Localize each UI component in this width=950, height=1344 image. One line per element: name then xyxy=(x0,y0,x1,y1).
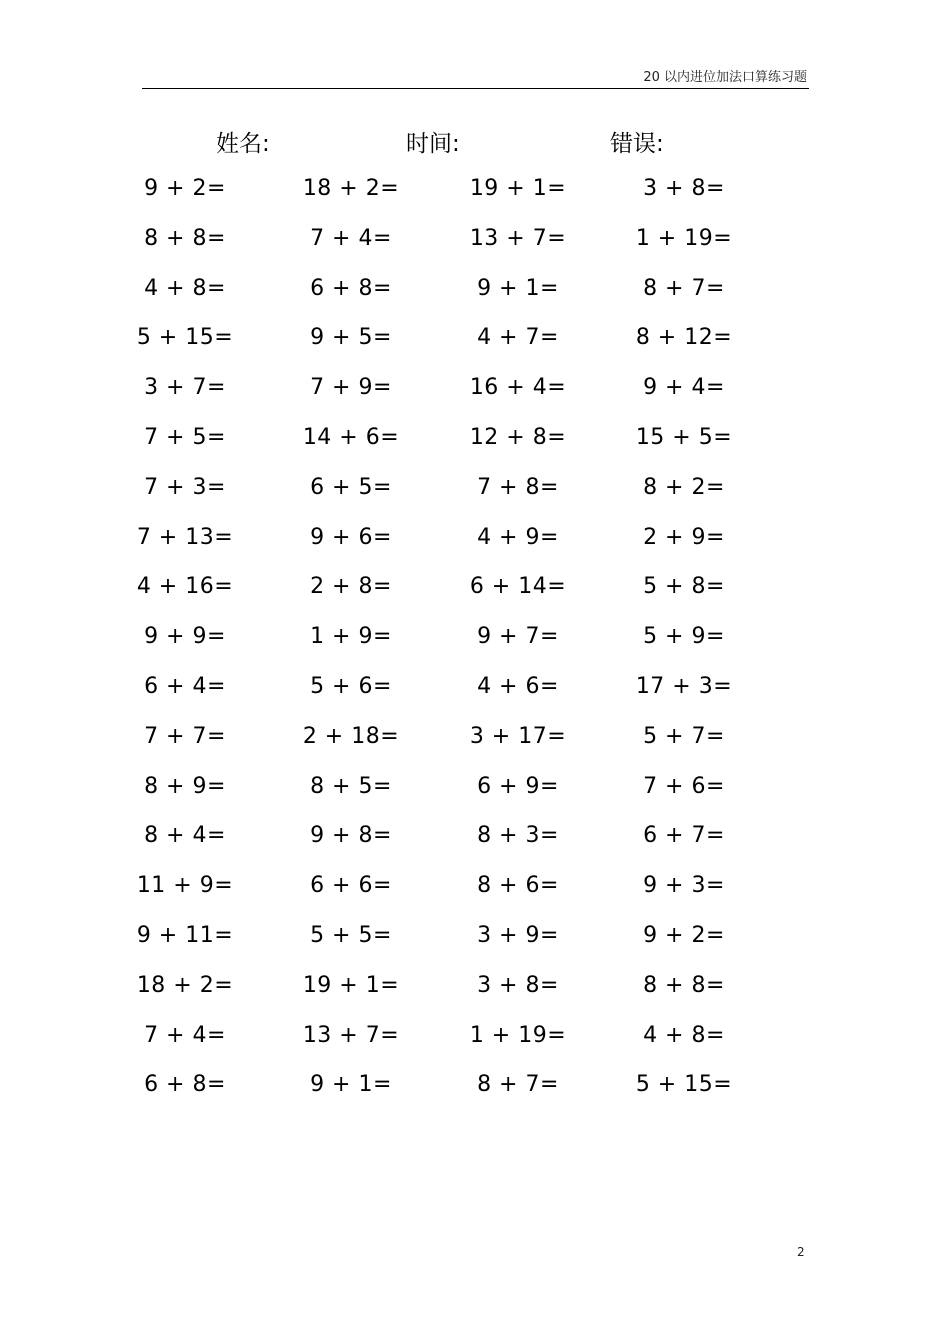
problem-item: 1 + 19= xyxy=(469,1022,567,1048)
problem-row xyxy=(0,813,950,863)
problem-item: 3 + 7= xyxy=(144,375,226,401)
problem-item: 9 + 4= xyxy=(643,375,725,401)
problem-row xyxy=(0,664,950,714)
problem-item: 8 + 8= xyxy=(144,225,226,251)
problem-item: 4 + 16= xyxy=(136,574,234,600)
problem-item: 12 + 8= xyxy=(469,424,567,450)
problem-item: 9 + 3= xyxy=(643,873,725,899)
problem-item: 7 + 6= xyxy=(643,773,725,799)
problem-item: 13 + 7= xyxy=(302,1022,400,1048)
problem-item: 9 + 5= xyxy=(310,325,392,351)
problem-item: 8 + 8= xyxy=(643,972,725,998)
problem-item: 14 + 6= xyxy=(302,424,400,450)
problem-item: 3 + 8= xyxy=(643,176,725,201)
problem-item: 17 + 3= xyxy=(635,673,733,699)
problem-item: 1 + 9= xyxy=(310,624,392,650)
problem-row xyxy=(0,764,950,814)
problem-item: 19 + 1= xyxy=(302,972,400,998)
problem-item: 7 + 3= xyxy=(144,474,226,500)
errors-label: 错误: xyxy=(610,131,664,157)
problem-item: 11 + 9= xyxy=(136,873,234,899)
problem-item: 3 + 17= xyxy=(469,723,567,749)
problem-item: 8 + 7= xyxy=(643,275,725,301)
problem-item: 9 + 9= xyxy=(144,624,226,650)
header-title: 20 以内进位加法口算练习题 xyxy=(643,70,807,85)
problem-item: 8 + 5= xyxy=(310,773,392,799)
problem-item: 6 + 4= xyxy=(144,673,226,699)
problem-item: 9 + 2= xyxy=(144,176,226,201)
problem-item: 7 + 9= xyxy=(310,375,392,401)
problem-item: 6 + 6= xyxy=(310,873,392,899)
problem-item: 8 + 3= xyxy=(477,823,559,849)
problem-item: 8 + 9= xyxy=(144,773,226,799)
problem-row xyxy=(0,963,950,1013)
problem-row xyxy=(0,315,950,365)
problem-item: 8 + 2= xyxy=(643,474,725,500)
problem-item: 18 + 2= xyxy=(302,176,400,201)
problem-item: 5 + 8= xyxy=(643,574,725,600)
problem-item: 3 + 9= xyxy=(477,922,559,948)
problem-item: 6 + 8= xyxy=(310,275,392,301)
problem-item: 5 + 15= xyxy=(635,1072,733,1098)
problem-item: 4 + 6= xyxy=(477,673,559,699)
problem-item: 6 + 8= xyxy=(144,1072,226,1098)
problem-item: 9 + 6= xyxy=(310,524,392,550)
problem-row xyxy=(0,1062,950,1112)
problem-row xyxy=(0,515,950,565)
problem-item: 6 + 5= xyxy=(310,474,392,500)
problem-item: 7 + 13= xyxy=(136,524,234,550)
problem-item: 9 + 2= xyxy=(643,922,725,948)
problem-item: 4 + 8= xyxy=(144,275,226,301)
problem-item: 6 + 9= xyxy=(477,773,559,799)
problem-item: 7 + 5= xyxy=(144,424,226,450)
problem-row xyxy=(0,415,950,465)
problem-item: 8 + 6= xyxy=(477,873,559,899)
problem-item: 4 + 8= xyxy=(643,1022,725,1048)
problem-item: 3 + 8= xyxy=(477,972,559,998)
problem-item: 1 + 19= xyxy=(635,225,733,251)
header-rule xyxy=(142,88,809,89)
problem-row xyxy=(0,216,950,266)
problem-item: 9 + 11= xyxy=(136,922,234,948)
problem-item: 8 + 4= xyxy=(144,823,226,849)
problem-item: 13 + 7= xyxy=(469,225,567,251)
problem-grid xyxy=(0,166,950,1112)
problem-row xyxy=(0,614,950,664)
problem-item: 7 + 4= xyxy=(144,1022,226,1048)
name-label: 姓名: xyxy=(216,131,270,157)
problem-row xyxy=(0,913,950,963)
problem-item: 5 + 6= xyxy=(310,673,392,699)
problem-item: 5 + 5= xyxy=(310,922,392,948)
problem-item: 7 + 8= xyxy=(477,474,559,500)
problem-item: 19 + 1= xyxy=(469,176,567,201)
problem-row xyxy=(0,166,950,216)
problem-item: 8 + 7= xyxy=(477,1072,559,1098)
problem-row xyxy=(0,266,950,316)
problem-item: 7 + 4= xyxy=(310,225,392,251)
problem-row xyxy=(0,564,950,614)
problem-item: 2 + 9= xyxy=(643,524,725,550)
problem-item: 9 + 1= xyxy=(310,1072,392,1098)
problem-item: 7 + 7= xyxy=(144,723,226,749)
problem-item: 2 + 18= xyxy=(302,723,400,749)
problem-item: 18 + 2= xyxy=(136,972,234,998)
problem-item: 16 + 4= xyxy=(469,375,567,401)
problem-item: 9 + 8= xyxy=(310,823,392,849)
problem-item: 4 + 7= xyxy=(477,325,559,351)
worksheet-labels xyxy=(0,125,950,161)
problem-item: 5 + 15= xyxy=(136,325,234,351)
problem-row xyxy=(0,1013,950,1063)
problem-item: 5 + 9= xyxy=(643,624,725,650)
problem-item: 6 + 14= xyxy=(469,574,567,600)
problem-item: 6 + 7= xyxy=(643,823,725,849)
problem-item: 2 + 8= xyxy=(310,574,392,600)
problem-row xyxy=(0,714,950,764)
problem-item: 15 + 5= xyxy=(635,424,733,450)
problem-item: 9 + 1= xyxy=(477,275,559,301)
problem-row xyxy=(0,365,950,415)
problem-row xyxy=(0,863,950,913)
problem-row xyxy=(0,465,950,515)
problem-item: 9 + 7= xyxy=(477,624,559,650)
problem-item: 5 + 7= xyxy=(643,723,725,749)
time-label: 时间: xyxy=(406,131,460,157)
problem-item: 4 + 9= xyxy=(477,524,559,550)
problem-item: 8 + 12= xyxy=(635,325,733,351)
page-number: 2 xyxy=(797,1245,805,1259)
